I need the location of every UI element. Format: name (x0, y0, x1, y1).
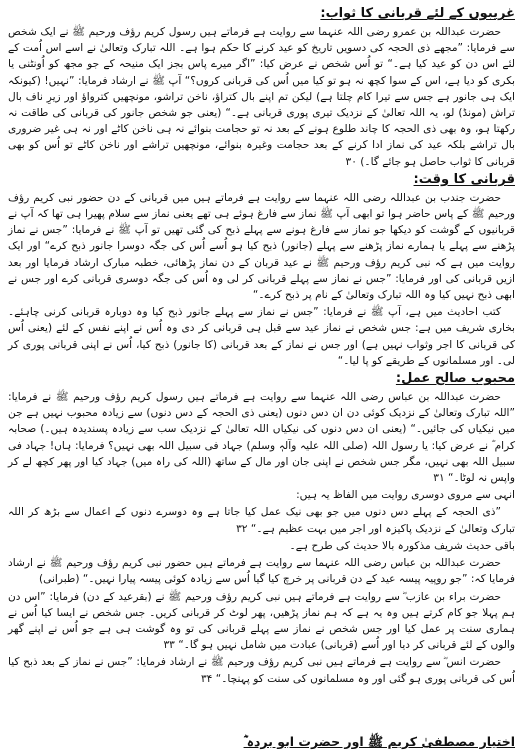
paragraph: حضرت براء بن عازب ؓ سے روایت ہے فرماتے ہیں نبی کریم رؤف ورحیم ﷺ نے (بقرعید کے دن) فرمایا: ”اس دن ہم پہلا جو کام کرتے ہیں وہ یہ ہے کہ ہم نماز پڑھیں، پھر لوٹ کر قربانی کریں۔ جس شخص نے ایسا کیا اُس نے ہماری سنت پر عمل کیا اور جس شخص نے نماز سے پہلے قربانی کی تو وہ گوشت ہی ہے جو اُس نے اپنے گھر والوں کے لئے قربانی کر دیا اور اُسے (قربانی) عبادت میں شامل نہیں ہو گا۔“ ۳۳ (8, 590, 515, 652)
paragraph: حضرت جندب بن عبداللہ رضی اللہ عنہما سے روایت ہے فرماتے ہیں میں قربانی کے دن حضور نبی کریم رؤف ورحیم ﷺ کے پاس حاضر ہوا تو ابھی آپ ﷺ نماز سے فارغ ہوئے ہی تھے یعنی نماز سے سلام پھیرا ہی تھا کہ آپ نے قربانیوں کے گوشت کو دیکھا جو نماز سے فارغ ہونے سے پہلے ذبح کی گئی تھیں تو آپ ﷺ نے فرمایا: ”جس نے نماز پڑھنے سے پہلے یا ہمارے نماز پڑھنے سے پہلے (جانور) ذبح کیا ہو اُسے اُس کی جگہ دوسرا جانور ذبح کرے“ اور ایک روایت میں ہے کہ نبی کریم رؤف ورحیم ﷺ نے عید قربان کے دن نماز پڑھائی، خطبہ مبارک ارشاد فرمایا اور بعد ازیں قربانی کی اور فرمایا: ”جس نے نماز سے پہلے قربانی کر لی وہ اُس کی جگہ دوسری قربانی کرے اور جس نے ابھی ذبح نہیں کیا وہ اللہ تبارک وتعالیٰ کے نام پر ذبح کرے۔“ (8, 191, 515, 302)
paragraph: باقی حدیث شریف مذکورہ بالا حدیث کی طرح ہے۔ (289, 539, 515, 552)
paragraph: ”ذی الحجہ کے پہلے دس دنوں میں جو بھی نیک عمل کیا جاتا ہے وہ دوسرے دنوں کے اعمال سے بڑھ کر اللہ تبارک وتعالیٰ کے نزدیک پاکیزہ اور اجر میں بہت عظیم ہے۔“ ۳۲ (8, 506, 515, 535)
section-heading: غریبوں کے لئے قربانی کا ثواب: (320, 6, 515, 21)
section-beloved-deed (8, 370, 515, 687)
paragraph: کتب احادیث میں ہے، آپ ﷺ نے فرمایا: ”جس نے نماز سے پہلے جانور ذبح کیا وہ دوبارہ قربانی کرنی چاہئے۔ بخاری شریف میں ہے: جس شخص نے نماز عید سے قبل ہی قربانی کر دی وہ اُس نے اپنے نفس کے لئے (یعنی اُس کی قربانی کا اجر وثواب نہیں ہے) اور جس نے نماز کے بعد قربانی (کا جانور) ذبح کیا، اُس نے اپنی قربانی پوری کر لی۔ اور مسلمانوں کے طریقے کو پا لیا۔“ (8, 306, 515, 367)
paragraph: حضرت عبداللہ بن عمرو رضی اللہ عنہما سے روایت ہے فرماتے ہیں رسول کریم رؤف ورحیم ﷺ نے ایک شخص سے فرمایا: ”مجھے ذی الحجہ کی دسویں تاریخ کو عید کرنے کا حکم ہوا ہے۔ اللہ تبارک وتعالیٰ نے اسے اس اُمت کے لئے اس دن کو عید کیا ہے۔“ تو اُس شخص نے عرض کیا: ”اگر میرے پاس بجز ایک منیحہ کے جو مجھ کو اُونٹنی یا بکری کو دیا ہے، اس کے سوا کچھ نہ ہو تو کیا میں اُس کی قربانی کروں؟“ آپ ﷺ نے ارشاد فرمایا: ”نہیں! (کیونکہ ایک ہی جانور ہے جس سے تیرا کام چلتا ہے) لیکن تم اپنے بال کتراؤ، ناخن تراشو، مونچھیں کترواؤ اور زیرِ ناف بال تراش (مونڈ) لو، یہ اللہ تعالیٰ کے نزدیک تیری پوری قربانی ہے۔“ (یعنی جو شخص جانور کی قربانی کی طاقت نہ رکھتا ہو، وہ بھی ذی الحجہ کا چاند طلوع ہونے کے بعد نہ تو حجامت بنوائے نہ ہی ناخن کاٹے اور نہ ہی غیر ضروری بال تراشے بلکہ عید کی نماز ادا کرنے کے بعد حجامت وغیرہ بنوائے، مونچھیں تراشے اور ناخن کاٹے تو اُس کو بھی قربانی کا ثواب حاصل ہو جائے گا۔) ۳۰ (8, 26, 515, 168)
section-heading: محبوب صالح عمل: (395, 371, 515, 387)
paragraph: حضرت عبداللہ بن عباس رضی اللہ عنہما سے روایت ہے فرماتے ہیں حضور نبی کریم رؤف ورحیم ﷺ نے ارشاد فرمایا کہ: ”جو روپیہ پیسہ عید کے دن قربانی پر خرچ کیا گیا اُس سے زیادہ کوئی پیسہ پیارا نہیں۔“ (طبرانی) (8, 557, 515, 586)
paragraph: انہی سے مروی دوسری روایت میں الفاظ یہ ہیں: (296, 489, 515, 502)
next-section-heading: اختیار مصطفیٰ کریم ﷺ اور حضرت ابو بردہ ؓ (243, 734, 515, 749)
paragraph: حضرت عبداللہ بن عباس رضی اللہ عنہما سے روایت ہے فرماتے ہیں رسول کریم رؤف ورحیم ﷺ نے فرمایا: ”اللہ تبارک وتعالیٰ کے نزدیک کوئی دن ان دس دنوں (یعنی ذی الحجہ کے دس دنوں) سے زیادہ محبوب نہیں ہے جن میں نیکیاں کی جائیں۔“ (یعنی ان دس دنوں کی نیکیاں اللہ تعالیٰ کے نزدیک سب سے زیادہ پسندیدہ ہیں۔) صحابہ کرام ؓ نے عرض کیا: یا رسول اللہ (صلی اللہ علیہ وآلہٖ وسلم) جہاد فی سبیل اللہ بھی نہیں؟ فرمایا: ہاں! جہاد فی سبیل اللہ بھی نہیں، مگر جس شخص نے اپنی جان اور مال کے ساتھ (اللہ کی راہ میں) جہاد کیا اور پھر کچھ لے کر واپس نہ لوٹا۔“ ۳۱ (8, 391, 515, 485)
paragraph: حضرت انس ؓ سے روایت ہے فرماتے ہیں نبی کریم رؤف ورحیم ﷺ نے ارشاد فرمایا: ”جس نے نماز کے بعد ذبح کیا اُس کی قربانی پوری ہو گئی اور وہ مسلمانوں کی سنت کو پہنچا۔“ ۳۴ (8, 656, 515, 685)
section-qurbani-time (8, 171, 515, 369)
section-poor-qurbani-reward (8, 5, 515, 170)
section-heading: قربانی کا وقت: (413, 171, 515, 187)
